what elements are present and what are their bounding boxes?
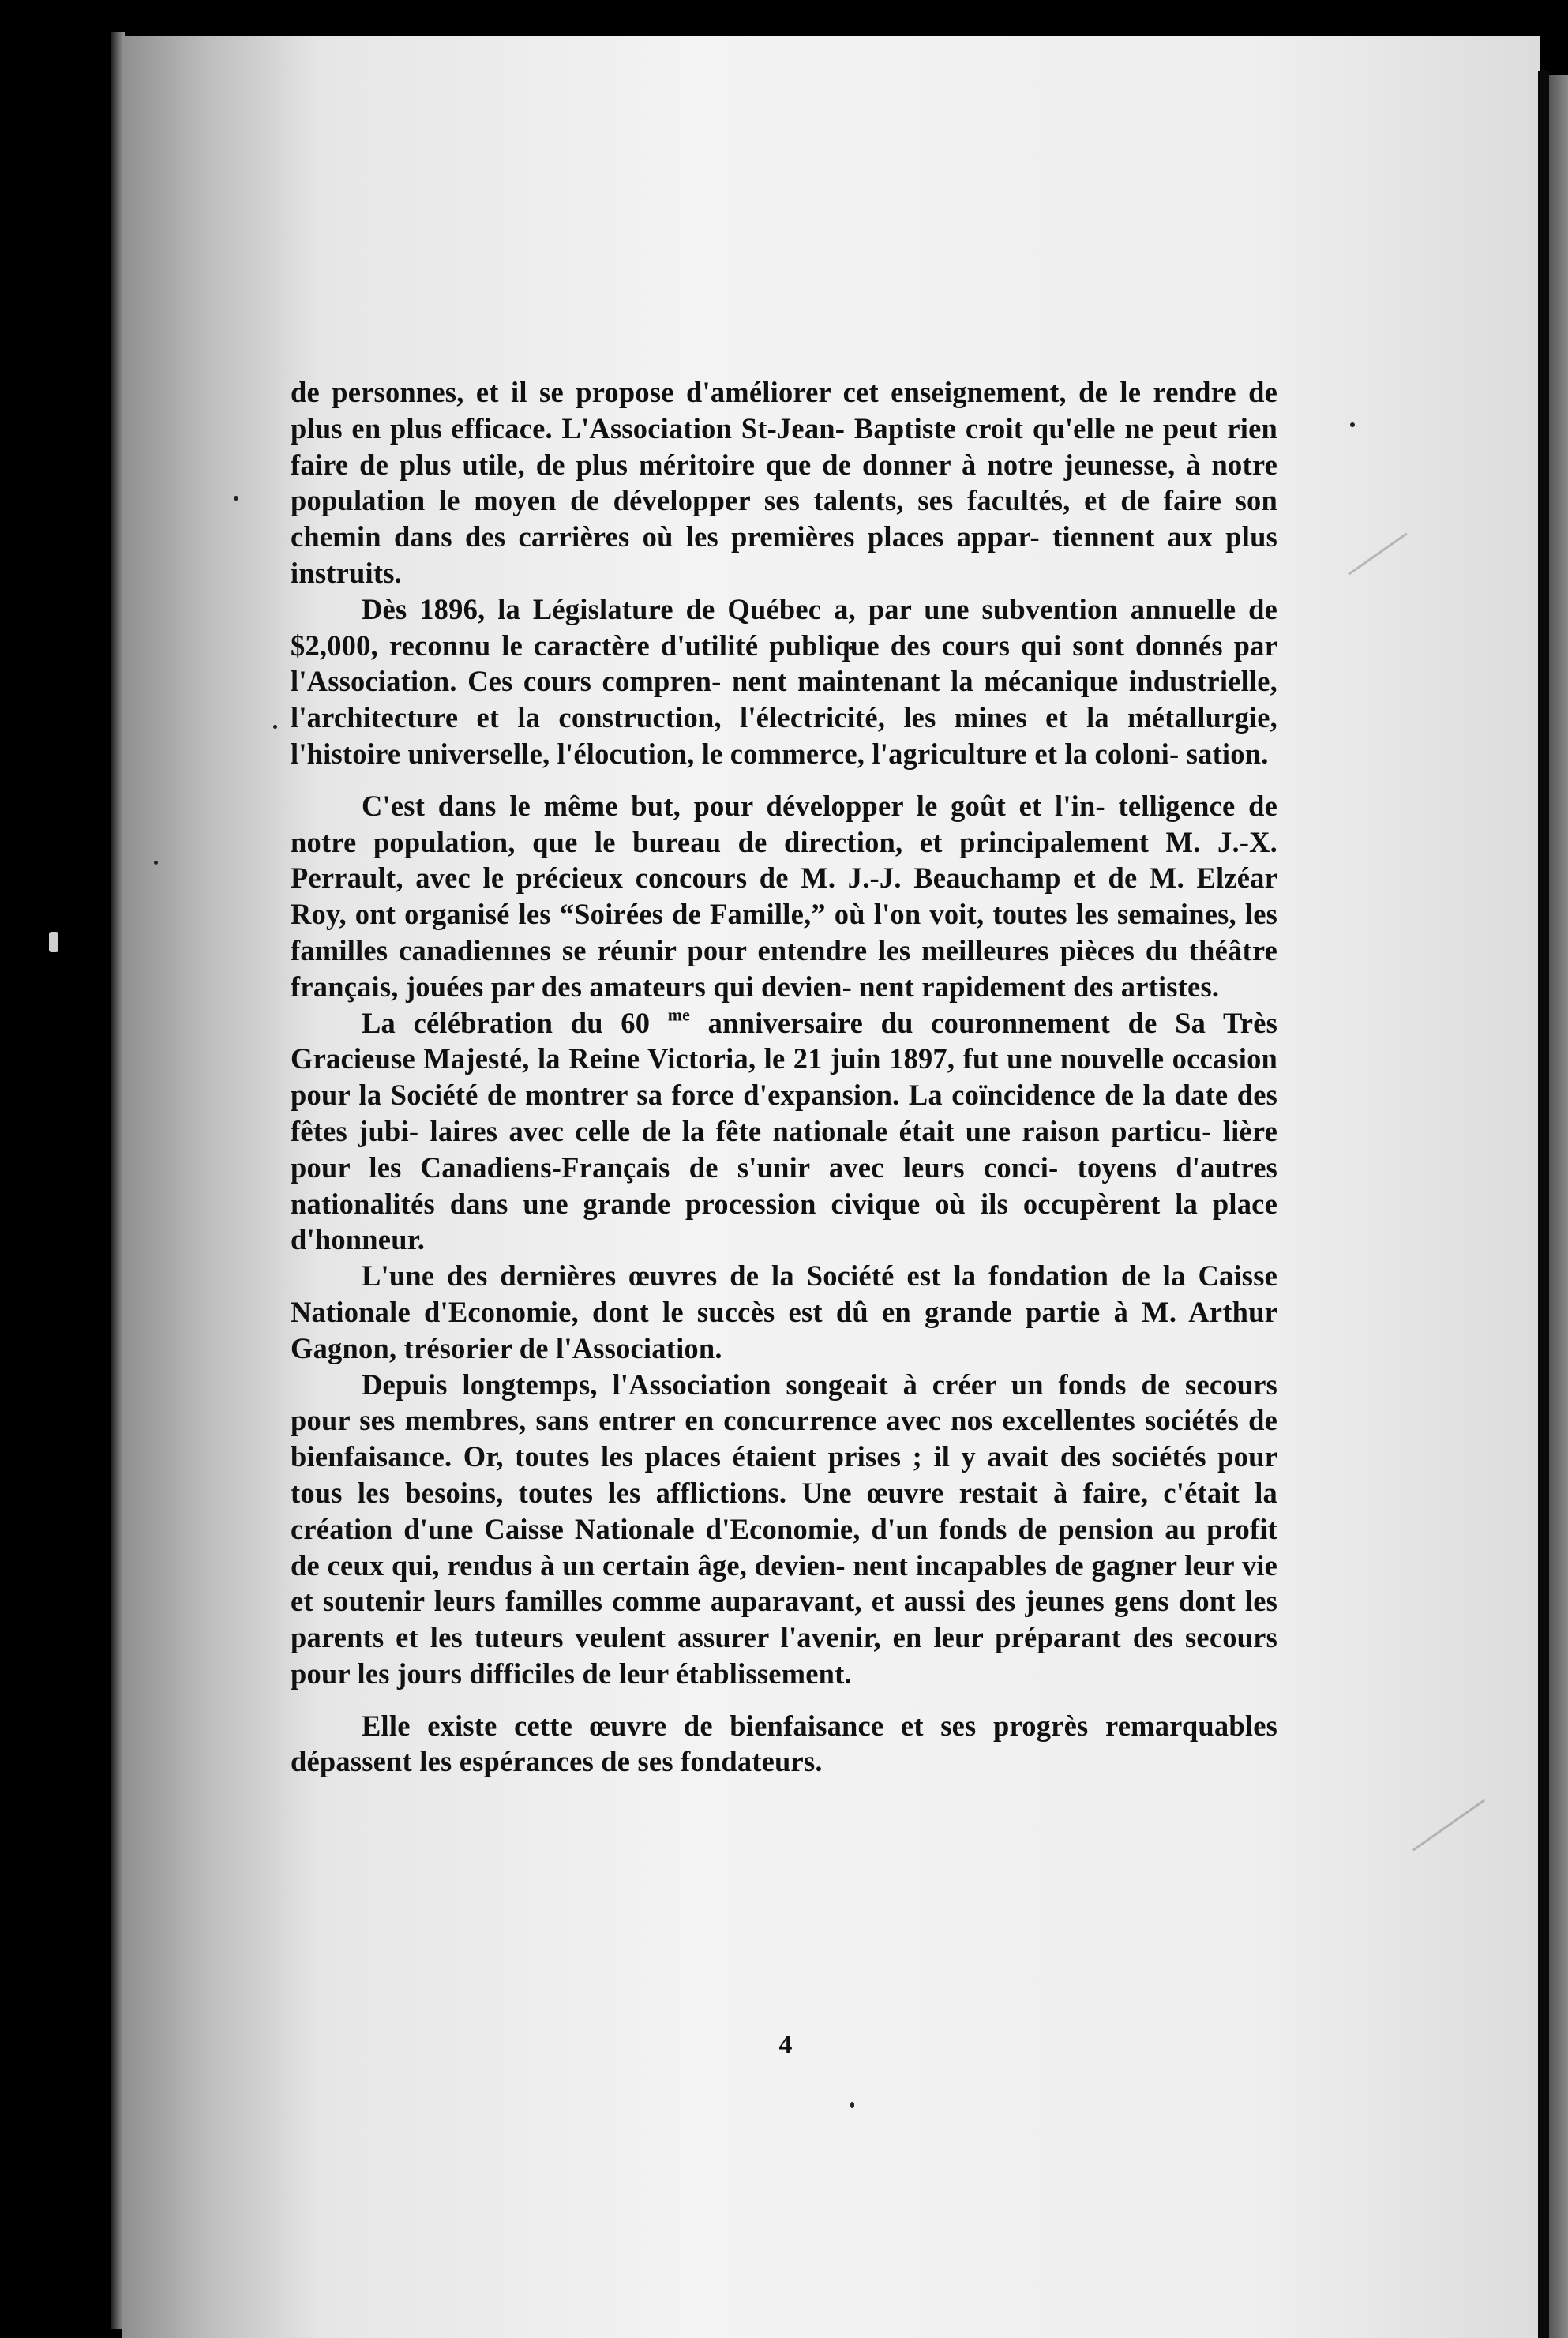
text-line: L'une des dernières œuvres de la Société est la fondation bbox=[362, 1259, 1109, 1293]
text-line: tiennent aux plus instruits. bbox=[291, 520, 1277, 589]
text-line: secours pour les jours difficiles de leur établissement. bbox=[291, 1621, 1277, 1690]
text-line: grande partie à M. Arthur Gagnon, trésorier de l'Association. bbox=[291, 1295, 1278, 1364]
text-line: remarquables dépassent les espérances de ses fondateurs. bbox=[291, 1709, 1278, 1778]
text-line: de M. J.-J. Beauchamp et de M. Elzéar Roy, ont organisé les bbox=[291, 861, 1277, 931]
next-page-edge bbox=[1549, 75, 1568, 2338]
scan-speck bbox=[850, 2102, 854, 2108]
page-number: 4 bbox=[778, 2030, 793, 2059]
text-line: force d'expansion. La coïncidence de la date des fêtes jubi- bbox=[291, 1079, 1278, 1147]
text-line: et principalement M. J.-X. Perrault, avec le précieux concours bbox=[291, 825, 1278, 895]
scan-speck bbox=[273, 725, 277, 729]
text-line: Baptiste croit qu'elle ne peut rien faire de plus utile, de plus bbox=[291, 411, 1277, 481]
text-line: nos excellentes sociétés de bienfaisance. Or, toutes les places bbox=[291, 1404, 1278, 1473]
text-line: pension au profit de ceux qui, rendus à un certain âge, devien- bbox=[291, 1512, 1278, 1582]
ordinal-superscript: me bbox=[667, 1004, 691, 1025]
text-line: son chemin dans des carrières où les premières places appar- bbox=[291, 484, 1278, 554]
text-line: création d'une Caisse Nationale d'Economie, d'un fonds de bbox=[291, 1512, 1048, 1545]
text-line: de la Caisse Nationale d'Economie, dont le succès est dû en bbox=[291, 1259, 1278, 1328]
text-line: toyens d'autres nationalités dans une grande procession civique bbox=[291, 1150, 1278, 1220]
paragraph bbox=[291, 788, 1277, 1005]
page-gutter bbox=[1538, 71, 1549, 2338]
text-line: nent rapidement des artistes. bbox=[859, 970, 1220, 1003]
text-line: annuelle de $2,000, reconnu le caractère d'utilité publique des bbox=[291, 592, 1277, 662]
scan-speck bbox=[49, 932, 58, 952]
paragraph bbox=[291, 374, 1277, 591]
text-line: universelle, l'élocution, le commerce, l'agriculture et la coloni- bbox=[407, 737, 1180, 770]
text-line: de Sa Très Gracieuse Majesté, la Reine Victoria, le 21 juin bbox=[291, 1006, 1277, 1075]
text-line: étaient prises ; il y avait des sociétés pour tous les besoins, bbox=[291, 1440, 1277, 1509]
scan-speck bbox=[234, 496, 238, 501]
scan-speck bbox=[154, 861, 158, 865]
text-line: de secours pour ses membres, sans entrer en concurrence avec bbox=[291, 1368, 1278, 1437]
text-line: Elle existe cette œuvre de bienfaisance et ses progrès bbox=[362, 1709, 1089, 1742]
text-line: nent maintenant la mécanique industrielle, l'architecture et la bbox=[291, 665, 1278, 734]
text-line: où ils occupèrent la place d'honneur. bbox=[291, 1187, 1277, 1256]
text-line: sation. bbox=[1186, 737, 1269, 770]
text-line: La célébration du 60 $^{me}$ anniversaire du couronnement bbox=[362, 1004, 1111, 1039]
body-text bbox=[291, 374, 1277, 1780]
text-line: construction, l'électricité, les mines et la métallurgie, l'histoire bbox=[291, 701, 1277, 770]
scan-speck bbox=[1350, 422, 1355, 427]
paragraph bbox=[291, 1708, 1277, 1781]
text-line: C'est dans le même but, pour développer le goût et l'in- bbox=[362, 789, 1105, 822]
text-line: comme auparavant, et aussi des jeunes gens dont les parents bbox=[291, 1585, 1278, 1654]
paragraph bbox=[291, 1005, 1277, 1259]
text-line: et les tuteurs veulent assurer l'avenir, en leur préparant des bbox=[396, 1621, 1174, 1654]
paragraph bbox=[291, 1258, 1277, 1366]
text-line: laires avec celle de la fête nationale était une raison particu- bbox=[430, 1114, 1212, 1147]
paragraph bbox=[291, 591, 1277, 772]
text-line: toutes les afflictions. Une œuvre restait à faire, c'était la bbox=[518, 1476, 1277, 1509]
text-line: le moyen de développer ses talents, ses facultés, et de faire bbox=[438, 484, 1222, 517]
text-line: nent incapables de gagner leur vie et soutenir leurs familles bbox=[291, 1548, 1278, 1618]
text-line: le rendre de plus en plus efficace. L'Association St-Jean- bbox=[291, 376, 1277, 445]
text-line: Dès 1896, la Législature de Québec a, par une subvention bbox=[362, 592, 1118, 625]
text-line: méritoire que de donner à notre jeunesse, à notre population bbox=[291, 448, 1277, 517]
text-line: “Soirées de Famille,” où l'on voit, toutes les semaines, les bbox=[559, 898, 1277, 931]
paragraph bbox=[291, 1367, 1277, 1692]
text-line: 1897, fut une nouvelle occasion pour la Société de montrer sa bbox=[291, 1042, 1278, 1112]
text-line: pièces du théâtre français, jouées par des amateurs qui devien- bbox=[291, 933, 1278, 1003]
text-line: lière pour les Canadiens-Français de s'unir avec leurs conci- bbox=[291, 1114, 1277, 1184]
text-line: Depuis longtemps, l'Association songeait à créer un fonds bbox=[362, 1368, 1127, 1401]
text-line: de personnes, et il se propose d'améliorer cet enseignement, de bbox=[291, 376, 1108, 408]
text-line: cours qui sont donnés par l'Association. Ces cours compren- bbox=[291, 629, 1278, 698]
text-line: telligence de notre population, que le bureau de direction, bbox=[291, 789, 1278, 858]
text-line: familles canadiennes se réunir pour entendre les meilleures bbox=[291, 933, 1049, 966]
